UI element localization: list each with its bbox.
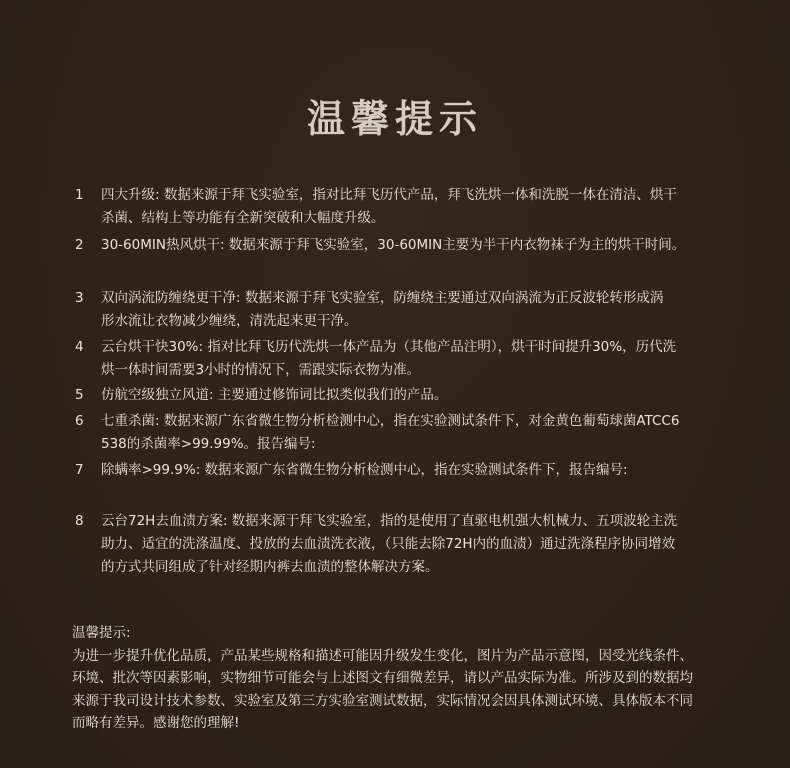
notice-line: 来源于我司设计技术参数、实验室及第三方实验室测试数据，实际情况会因具体测试环境、具体版本不同 bbox=[72, 692, 693, 709]
item-text bbox=[101, 384, 741, 407]
item-line: 四大升级: 数据来源于拜飞实验室，指对比拜飞历代产品，拜飞洗烘一体和洗脱一体在清洁、烘干 bbox=[101, 187, 677, 203]
item-text bbox=[101, 287, 741, 333]
notice-line: 环境、批次等因素影响，实物细节可能会与上述图文有细微差异，请以产品实际为准。所涉及到的数据均 bbox=[72, 670, 693, 686]
notice-block bbox=[72, 622, 762, 735]
item-line: 云台72H去血渍方案: 数据来源于拜飞实验室，指的是使用了直驱电机强大机械力、五项波轮主洗 bbox=[101, 513, 678, 529]
notice-line: 为进一步提升优化品质，产品某些规格和描述可能因升级发生变化，图片为产品示意图，因受光线条件、 bbox=[72, 647, 693, 664]
item-line: 除螨率>99.9%: 数据来源广东省微生物分析检测中心，指在实验测试条件下，报告编号: bbox=[101, 462, 628, 478]
item-number: 4 bbox=[75, 339, 84, 355]
item-text bbox=[101, 184, 741, 230]
item-line: 的方式共同组成了针对经期内裤去血渍的整体解决方案。 bbox=[101, 559, 439, 575]
item-line: 仿航空级独立风道: 主要通过修饰词比拟类似我们的产品。 bbox=[101, 387, 448, 403]
item-line: 助力、适宜的洗涤温度、投放的去血渍洗衣液，（只能去除72H内的血渍）通过洗涤程序协同增效 bbox=[101, 536, 676, 552]
item-line: 烘一体时间需要3小时的情况下，需跟实际衣物为准。 bbox=[101, 362, 421, 378]
item-line: 30-60MIN热风烘干: 数据来源于拜飞实验室，30-60MIN主要为半干内衣物袜子为主的烘干时间。 bbox=[101, 237, 686, 253]
item-number: 6 bbox=[75, 413, 84, 429]
item-line: 双向涡流防缠绕更干净: 数据来源于拜飞实验室，防缠绕主要通过双向涡流为正反波轮转形成涡 bbox=[101, 290, 664, 306]
page-title: 温馨提示 bbox=[306, 97, 483, 141]
item-line: 形水流让衣物减少缠绕，清洗起来更干净。 bbox=[101, 313, 358, 329]
item-text bbox=[101, 459, 741, 482]
item-line: 杀菌、结构上等功能有全新突破和大幅度升级。 bbox=[101, 210, 385, 226]
notice-heading: 温馨提示: bbox=[72, 625, 131, 641]
item-line: 云台烘干快30%: 指对比拜飞历代洗烘一体产品为（其他产品注明），烘干时间提升30%，历代洗 bbox=[101, 339, 677, 355]
notice-line: 而略有差异。感谢您的理解! bbox=[72, 715, 240, 731]
item-number: 7 bbox=[75, 462, 84, 478]
item-number: 3 bbox=[75, 290, 84, 306]
item-text bbox=[101, 410, 741, 456]
item-number: 5 bbox=[75, 387, 84, 403]
item-number: 2 bbox=[75, 237, 84, 253]
item-text bbox=[101, 510, 741, 579]
item-text bbox=[101, 336, 741, 382]
item-text bbox=[101, 234, 741, 257]
item-number: 1 bbox=[75, 187, 84, 203]
item-line: 538的杀菌率>99.99%。报告编号: bbox=[101, 436, 316, 452]
item-number: 8 bbox=[75, 513, 84, 529]
item-line: 七重杀菌: 数据来源广东省微生物分析检测中心，指在实验测试条件下，对金黄色葡萄球菌ATCC6 bbox=[101, 413, 680, 429]
